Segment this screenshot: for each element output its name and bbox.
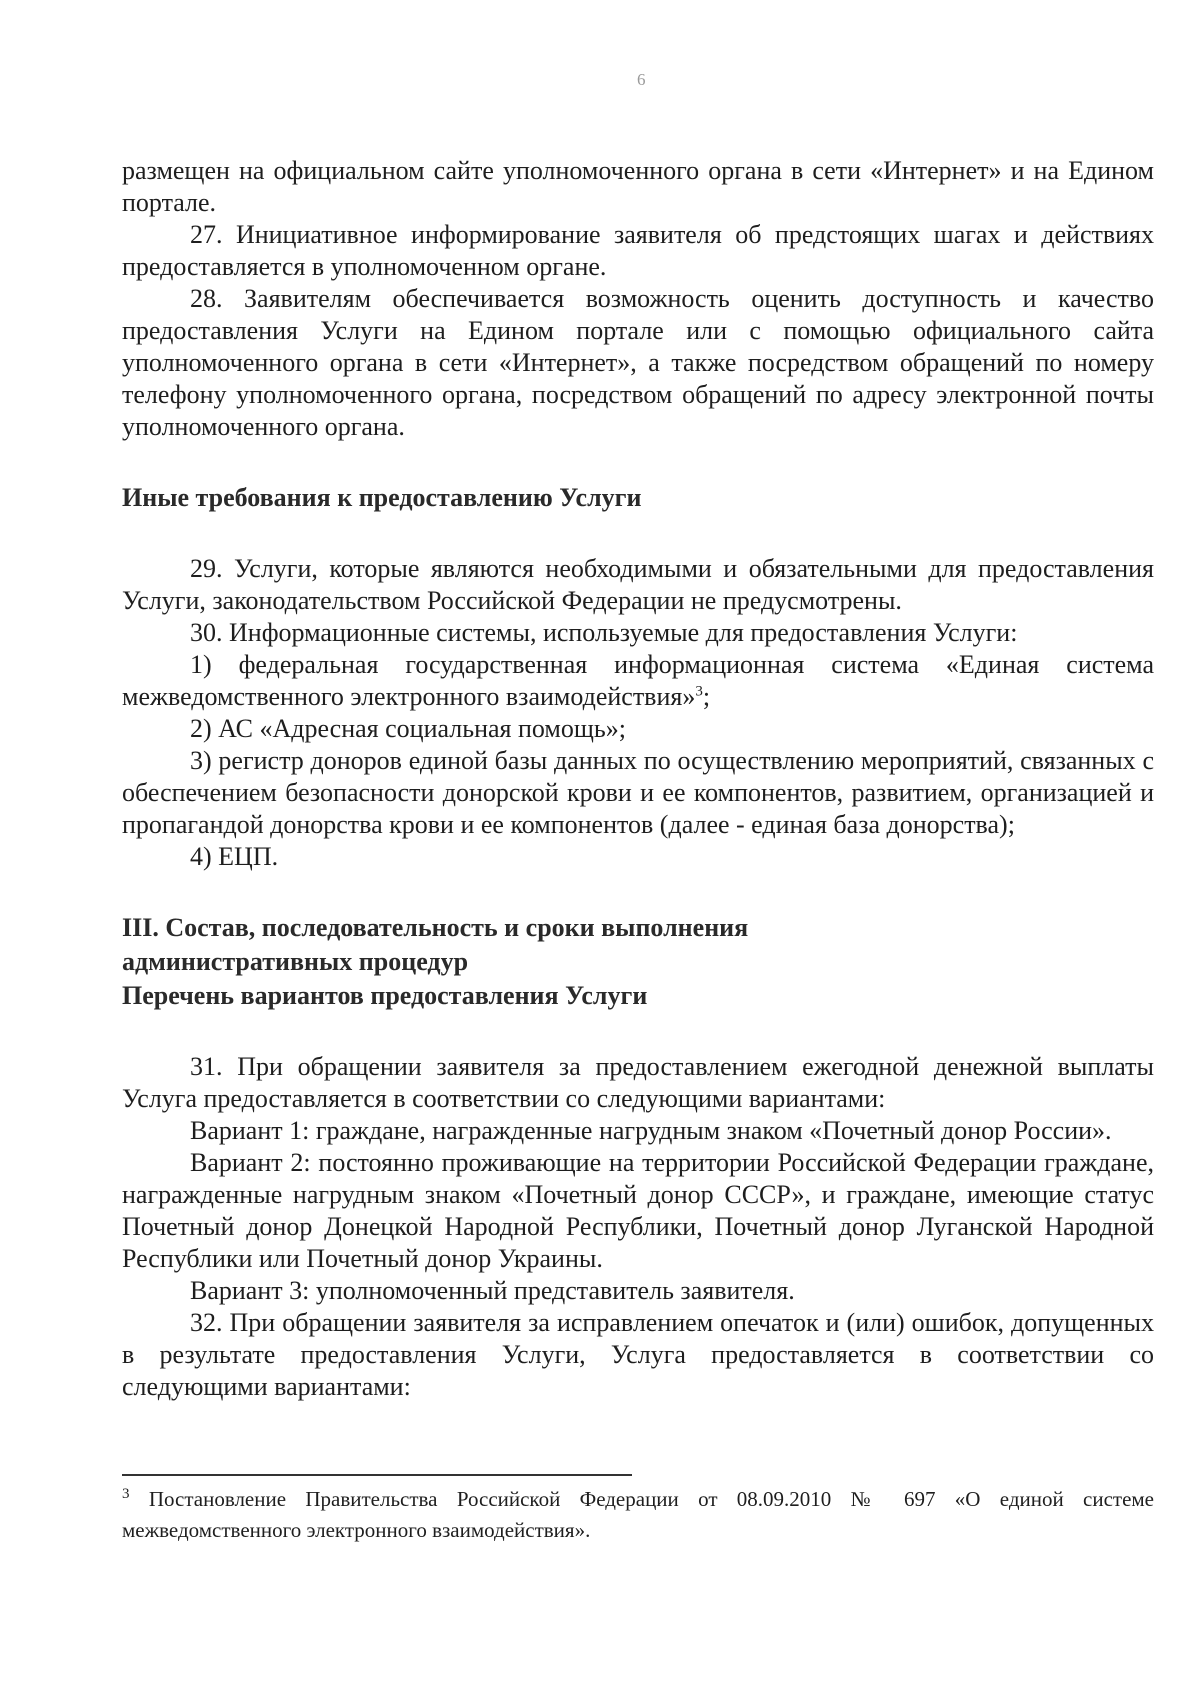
paragraph-27: 27. Инициативное информирование заявителя об предстоящих шагах и действиях предоставляется в уполномоченном органе. (122, 220, 1154, 281)
section-heading-line-3: Перечень вариантов предоставления Услуги (122, 981, 648, 1010)
paragraph-30: 30. Информационные системы, используемые для предоставления Услуги: (190, 618, 1018, 647)
list-item-1-text: 1) федеральная государственная информационная система «Единая система межведомственного электронного взаимодействия» (122, 650, 1154, 711)
variant-1: Вариант 1: граждане, награжденные нагрудным знаком «Почетный донор России». (190, 1116, 1112, 1145)
section-heading-line-2: административных процедур (122, 947, 469, 976)
list-item-3: 3) регистр доноров единой базы данных по осуществлению мероприятий, связанных с обеспечением безопасности донорской крови и ее компонентов, развитием, организацией и пропагандой донорства крови и ее компонентов (далее - единая база донорства); (122, 746, 1154, 839)
list-item-1 (122, 649, 1154, 713)
footnote (122, 1484, 1154, 1546)
page-number: 6 (637, 70, 646, 89)
document-body (122, 155, 1154, 1403)
paragraph-31: 31. При обращении заявителя за предоставлением ежегодной денежной выплаты Услуга предоставляется в соответствии со следующими вариантами: (122, 1052, 1154, 1113)
paragraph-29: 29. Услуги, которые являются необходимыми и обязательными для предоставления Услуги, законодательством Российской Федерации не предусмотрены. (122, 554, 1154, 615)
list-item-4: 4) ЕЦП. (190, 842, 279, 871)
footnote-divider (122, 1474, 632, 1476)
list-item-1-tail: ; (702, 682, 711, 711)
paragraph-continuation: размещен на официальном сайте уполномоченного органа в сети «Интернет» и на Едином портале. (122, 156, 1154, 217)
list-item-2: 2) АС «Адресная социальная помощь»; (190, 714, 626, 743)
footnote-text: Постановление Правительства Российской Федерации от 08.09.2010 № 697 «О единой системе межведомственного электронного взаимодействия». (122, 1487, 1155, 1542)
section-heading-line-1: III. Состав, последовательность и сроки выполнения (122, 913, 749, 942)
paragraph-28: 28. Заявителям обеспечивается возможность оценить доступность и качество предоставления Услуги на Едином портале или с помощью официального сайта уполномоченного органа в сети «Интернет», а также посредством обращений по номеру телефону уполномоченного органа, посредством обращений по адресу электронной почты уполномоченного органа. (122, 284, 1154, 441)
section-heading (122, 911, 1154, 1013)
heading-other-requirements: Иные требования к предоставлению Услуги (122, 483, 642, 512)
variant-2: Вариант 2: постоянно проживающие на территории Российской Федерации граждане, награжденные нагрудным знаком «Почетный донор СССР», и граждане, имеющие статус Почетный донор Донецкой Народной Республики, Почетный донор Луганской Народной Республики или Почетный донор Украины. (122, 1148, 1154, 1273)
footnote-ref: 3 (695, 683, 703, 700)
variant-3: Вариант 3: уполномоченный представитель заявителя. (190, 1276, 795, 1305)
paragraph-32: 32. При обращении заявителя за исправлением опечаток и (или) ошибок, допущенных в результате предоставления Услуги, Услуга предоставляется в соответствии со следующими вариантами: (122, 1308, 1154, 1401)
footnote-marker: 3 (122, 1486, 130, 1502)
